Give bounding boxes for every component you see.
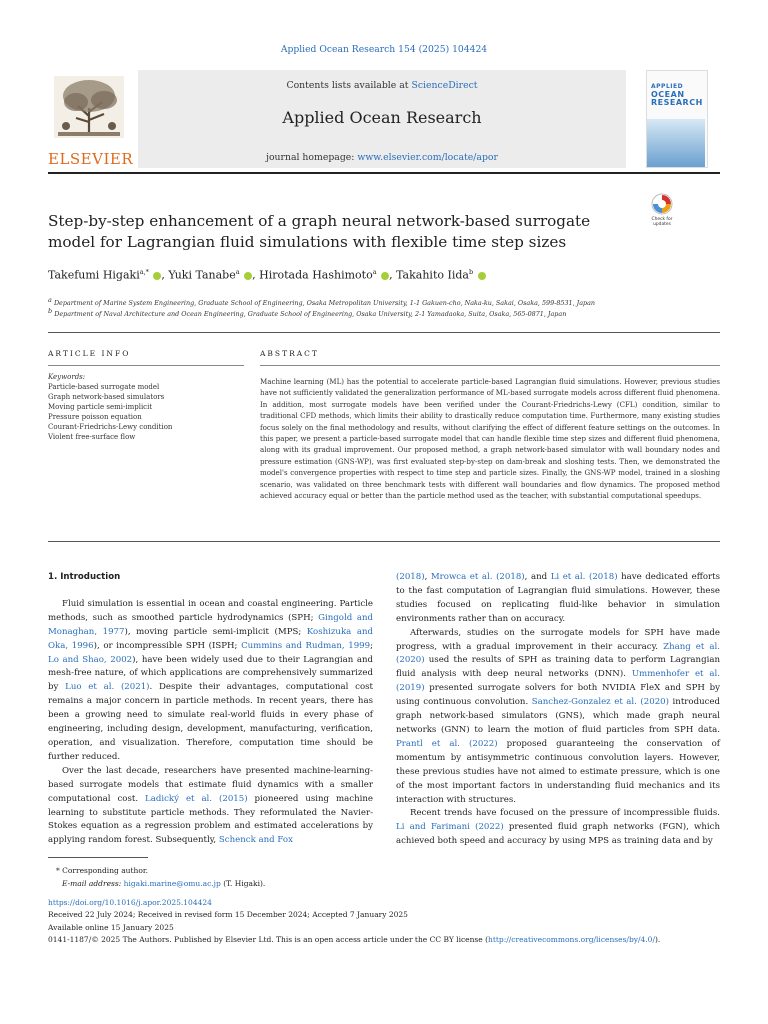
article-metadata bbox=[48, 897, 728, 947]
journal-cover-thumbnail[interactable] bbox=[646, 70, 708, 168]
body-text-run: presented fluid graph networks (FGN), which achieved both speed and accuracy by using MPS as training data and by bbox=[396, 822, 720, 847]
abstract-rule bbox=[260, 365, 720, 366]
body-text-run: Recent trends have focused on the pressure of incompressible fluids. bbox=[410, 808, 720, 819]
body-column-right bbox=[396, 571, 720, 849]
masthead-divider bbox=[48, 172, 720, 174]
citation-link[interactable]: Li and Farimani (2022) bbox=[396, 822, 504, 833]
body-text-run: ), or incompressible SPH (ISPH; bbox=[93, 640, 242, 651]
citation-link[interactable]: Sanchez-Gonzalez et al. (2020) bbox=[531, 697, 670, 708]
corresponding-author-note: * Corresponding author. bbox=[56, 866, 149, 875]
body-text-run: Afterwards, studies on the surrogate models for SPH have made progress, with a gradual improvement in their accuracy. bbox=[396, 627, 720, 652]
keyword-item: Pressure poisson equation bbox=[48, 413, 142, 421]
article-info-rule bbox=[48, 365, 244, 366]
author-affil-marker: a bbox=[372, 268, 377, 276]
contents-available-line bbox=[138, 80, 626, 91]
author-name[interactable]: Takahito Iida bbox=[396, 268, 469, 282]
available-online-date: Available online 15 January 2025 bbox=[48, 922, 174, 932]
body-text-run: ; bbox=[370, 640, 374, 651]
citation-link[interactable]: Mrowca et al. (2018) bbox=[430, 572, 525, 582]
keywords-label: Keywords: bbox=[48, 373, 86, 381]
affiliation-b: $^b$ Department of Naval Architecture and Ocean Engineering, Graduate School of Engineering, Osaka University, 2-1 Yamadaoka, Suita, Osaka, 565-0871, Japan bbox=[48, 307, 567, 319]
email-link[interactable]: higaki.marine@omu.ac.jp bbox=[123, 879, 221, 888]
svg-text:Check for: Check for bbox=[651, 217, 673, 222]
citation-link[interactable]: Luo et al. (2021) bbox=[65, 682, 150, 693]
body-paragraph bbox=[396, 571, 720, 627]
contents-prefix: Contents lists available at bbox=[286, 80, 412, 91]
citation-link[interactable]: Schenck and Fox bbox=[218, 835, 293, 846]
body-paragraph bbox=[396, 807, 720, 849]
citation-link[interactable]: Zhang et al. (2020) bbox=[396, 641, 720, 666]
sciencedirect-link[interactable]: ScienceDirect bbox=[411, 80, 478, 91]
email-label: E-mail address: bbox=[62, 879, 124, 888]
footnotes bbox=[48, 864, 708, 890]
citation-link[interactable]: Gingold and Monaghan, 1977 bbox=[48, 612, 373, 637]
license-line bbox=[48, 934, 728, 946]
orcid-icon[interactable] bbox=[478, 272, 486, 280]
abstract-bottom-rule bbox=[48, 541, 720, 542]
abstract-heading: ABSTRACT bbox=[260, 349, 319, 358]
article-info-heading: ARTICLE INFO bbox=[48, 349, 131, 358]
email-note bbox=[48, 877, 708, 890]
journal-homepage-link[interactable]: www.elsevier.com/locate/apor bbox=[357, 152, 498, 163]
doi-link[interactable]: https://doi.org/10.1016/j.apor.2025.104424 bbox=[48, 898, 212, 907]
affiliation-a-text: Department of Marine System Engineering, Graduate School of Engineering, Osaka Metropolitan University, 1-1 Gakuen-cho, Naka-ku, Sakai, Osaka, 599-8531, Japan bbox=[53, 299, 596, 308]
footnote-rule bbox=[48, 857, 148, 858]
author-name[interactable]: Yuki Tanabe bbox=[168, 268, 236, 282]
body-text-run: ), have been widely used due to their Lagrangian and mesh-free nature, of which applications are comprehensively summarized by bbox=[48, 654, 373, 693]
body-column-left bbox=[48, 571, 373, 848]
keywords-block bbox=[48, 372, 244, 442]
license-prefix: 0141-1187/© 2025 The Authors. Published by Elsevier Ltd. This is an open access article under the CC BY license ( bbox=[48, 935, 489, 945]
body-paragraph bbox=[396, 627, 720, 808]
journal-title: Applied Ocean Research bbox=[282, 108, 482, 127]
author-affil-marker: b bbox=[468, 268, 474, 276]
citation-link[interactable]: Li et al. (2018) bbox=[550, 572, 618, 582]
affiliation-b-text: Department of Naval Architecture and Ocean Engineering, Graduate School of Engineering, Osaka University, 2-1 Yamadaoka, Suita, Osaka, 565-0871, Japan bbox=[54, 310, 567, 319]
citation-link[interactable]: Ladický et al. (2015) bbox=[145, 793, 248, 804]
cover-title-line-3: RESEARCH bbox=[651, 98, 703, 107]
homepage-prefix: journal homepage: bbox=[266, 152, 358, 163]
received-dates: Received 22 July 2024; Received in revised form 15 December 2024; Accepted 7 January 2025 bbox=[48, 910, 408, 920]
affiliation-a: $^a$ Department of Marine System Engineering, Graduate School of Engineering, Osaka Metropolitan University, 1-1 Gakuen-cho, Naka-ku, Sakai, Osaka, 599-8531, Japan bbox=[48, 296, 596, 308]
cover-title bbox=[651, 83, 703, 107]
author-affil-marker: a bbox=[235, 268, 240, 276]
body-text-run: , bbox=[424, 572, 431, 582]
body-paragraph bbox=[48, 765, 373, 848]
body-text-run: introduced graph network-based simulators (GNS), which made graph neural networks (GNN) to learn the motion of fluid particles from SPH data. bbox=[396, 697, 720, 735]
corresponding-author-text: Corresponding author. bbox=[62, 866, 149, 875]
email-suffix: (T. Higaki). bbox=[220, 879, 266, 888]
publisher-name: ELSEVIER bbox=[48, 150, 134, 168]
keyword-item: Graph network-based simulators bbox=[48, 393, 165, 401]
orcid-icon[interactable] bbox=[244, 272, 252, 280]
citation-link[interactable]: Lo and Shao, 2002 bbox=[48, 654, 133, 665]
journal-homepage-line bbox=[138, 152, 626, 163]
citation-link[interactable]: Prantl et al. (2022) bbox=[396, 738, 498, 749]
orcid-icon[interactable] bbox=[153, 272, 161, 280]
body-text-run: pioneered using machine learning to substitute particle methods. They reformulated the Navier-Stokes equation as a regression problem and estimated accelerations by applying random forest. Subsequently, bbox=[48, 793, 373, 846]
article-title: Step-by-step enhancement of a graph neural network-based surrogate model for Lagrangian fluid simulations with flexible time step sizes bbox=[48, 212, 591, 251]
check-for-updates-icon[interactable] bbox=[646, 192, 678, 226]
keyword-item: Particle-based surrogate model bbox=[48, 383, 160, 391]
journal-info-band bbox=[138, 70, 626, 168]
body-text-run: , and bbox=[524, 572, 551, 582]
orcid-icon[interactable] bbox=[381, 272, 389, 280]
cover-title-line-1: APPLIED bbox=[651, 83, 684, 90]
body-text-run: ), moving particle semi-implicit (MPS; bbox=[124, 626, 307, 637]
body-text-run: used the results of SPH as training data to perform Lagrangian fluid analysis with deep neural networks (DNN). bbox=[396, 655, 720, 680]
section-divider bbox=[48, 332, 720, 333]
section-heading-introduction: 1. Introduction bbox=[48, 572, 121, 582]
citation-link[interactable]: Ummenhofer et al. (2019) bbox=[396, 669, 720, 694]
citation-link[interactable]: Cummins and Rudman, 1999 bbox=[241, 640, 371, 651]
author-list: Takefumi Higaki$^{a,*}$ , Yuki Tanabe$^a$ , Hirotada Hashimoto$^a$ , Takahito Iida$^b$ bbox=[48, 268, 688, 282]
citation-link[interactable]: (2018) bbox=[396, 572, 425, 582]
keyword-item: Violent free-surface flow bbox=[48, 433, 136, 441]
body-text-run: Over the last decade, researchers have presented machine-learning-based surrogate models that estimate fluid dynamics with a smaller computational cost. bbox=[48, 765, 373, 804]
abstract-text: Machine learning (ML) has the potential to accelerate particle-based Lagrangian fluid simulations. However, previous studies have not sufficiently validated the generalization performance of ML-based surrogate models across different fluid phenomena. In addition, most surrogate models have been verified under the Courant-Friedrichs-Lewy (CFL) condition, similar to traditional CFD methods, which limits their ability to drastically reduce computation time. Furthermore, many existing studies focus solely on the final methodology and results, without clarifying the effect of different feature settings on the outcomes. In this paper, we present a particle-based surrogate model that can handle flexible time step sizes and different fluid phenomena, along with its gradual improvement. Our proposed method, a graph network-based simulator with wall boundary nodes and pressure estimation (GNS-WP), was first evaluated step-by-step on dam-break and sloshing tests. Then, we demonstrated the model's convergence properties with respect to time step and particle sizes. Finally, the GNS-WP model, trained in a sloshing scenario, was validated on three benchmark tests with different wall boundaries and flow dynamics. The proposed method achieved accuracy equal or better than the particle method used as the teacher, with substantial computational speedups. bbox=[260, 377, 720, 501]
license-link[interactable]: http://creativecommons.org/licenses/by/4.0/ bbox=[488, 935, 655, 945]
author-affil-marker: a,* bbox=[139, 268, 149, 276]
keyword-item: Moving particle semi-implicit bbox=[48, 403, 153, 411]
cover-wave-image bbox=[647, 119, 705, 167]
license-suffix: ). bbox=[654, 935, 661, 945]
body-text-run: proposed guaranteeing the conservation of momentum by antisymmetric continuous convolution layers. However, these previous studies have not aimed to estimate pressure, which is one of the most important factors in understanding fluid mechanics and its interaction with structures. bbox=[396, 738, 720, 805]
body-text-run: presented surrogate solvers for both NVIDIA FleX and SPH by using continuous convolution. bbox=[396, 683, 720, 708]
svg-text:updates: updates bbox=[653, 222, 671, 226]
author-name[interactable]: Takefumi Higaki bbox=[48, 268, 140, 282]
journal-reference-link[interactable]: Applied Ocean Research 154 (2025) 104424 bbox=[280, 44, 488, 55]
body-text-run: Fluid simulation is essential in ocean and coastal engineering. Particle methods, such as smoothed particle hydrodynamics (SPH; bbox=[48, 598, 373, 623]
cover-title-line-2: OCEAN bbox=[651, 90, 685, 99]
keyword-item: Courant-Friedrichs-Lewy condition bbox=[48, 423, 173, 431]
body-text-run: have dedicated efforts to the fast computation of Lagrangian fluid simulations. However, these studies focused on replicating fluid-like behavior in simulation environments rather than on accuracy. bbox=[396, 572, 720, 624]
author-name[interactable]: Hirotada Hashimoto bbox=[259, 268, 373, 282]
body-text-run: . Despite their advantages, computational cost remains a major concern in particle methods. In recent years, there has been a growing need to simulate real-world fluids in every phase of engineering, including design, development, manufacturing, verification, operation, and visualization. Therefore, computation time should be further reduced. bbox=[48, 682, 373, 762]
journal-masthead bbox=[48, 70, 720, 168]
body-paragraph bbox=[48, 598, 373, 765]
citation-link[interactable]: Koshizuka and Oka, 1996 bbox=[48, 626, 373, 651]
